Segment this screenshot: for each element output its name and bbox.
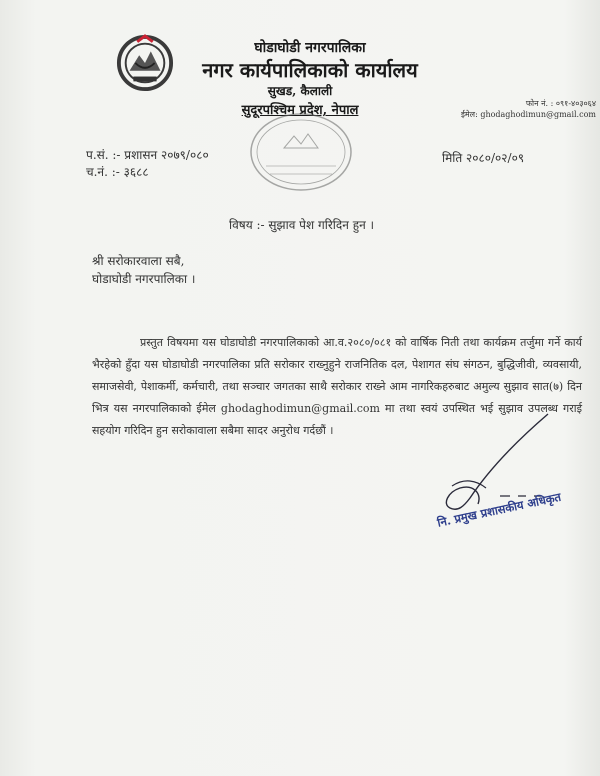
office-title: नगर कार्यपालिकाको कार्यालय — [202, 58, 418, 82]
municipality-name: घोडाघोडी नगरपालिका — [254, 40, 366, 56]
letter-body: प्रस्तुत विषयमा यस घोडाघोडी नगरपालिकाको आ.व.२०८०/०८१ को वार्षिक निती तथा कार्यक्रम तर्जुमा गर्ने कार्य भैरहेको हुँदा यस घोडाघोडी नगरपालिका प्रति सरोकार राख्नुहुने राजनितिक दल, पेशागत संघ संगठन, बुद्धिजीवी, व्यवसायी, समाजसेवी, पेशाकर्मी, कर्मचारी, तथा सञ्चार जगतका साथै सरोकार राख्ने आम नागरिकहरुबाट अमुल्य सुझाव सात(७) दिन भित्र यस नगरपालिकाको ईमेल ghodaghodimun@gmail.com मा तथा स्वयं उपस्थित भई सुझाव उपलब्ध गराई सहयोग गरिदिन हुन सरोकावाला सबैमा सादर अनुरोध गर्दछौं । — [92, 336, 582, 437]
office-location: सुखड, कैलाली — [267, 84, 333, 98]
letter-subject: विषय :- सुझाव पेश गरिदिन हुन । — [229, 218, 375, 232]
letter-reference-number: प.सं. :- प्रशासन २०७९/०८० — [86, 148, 209, 162]
signatory-title: नि. प्रमुख प्रशासकीय अधिकृत — [436, 489, 563, 530]
letter-date: मिति २०८०/०२/०९ — [442, 151, 525, 165]
dispatch-number: च.नं. :- ३६८८ — [86, 165, 149, 179]
addressee-line-2: घोडाघोडी नगरपालिका । — [92, 272, 196, 286]
addressee-line-1: श्री सरोकारवाला सबै, — [92, 254, 185, 268]
contact-email: ईमेल: ghodaghodimun@gmail.com — [460, 110, 596, 119]
office-stamp — [246, 108, 356, 196]
contact-phone: फोन नं. : ०९१-४०३०६४ — [525, 99, 596, 108]
province-country: सुदूरपश्चिम प्रदेश, नेपाल — [241, 103, 359, 118]
